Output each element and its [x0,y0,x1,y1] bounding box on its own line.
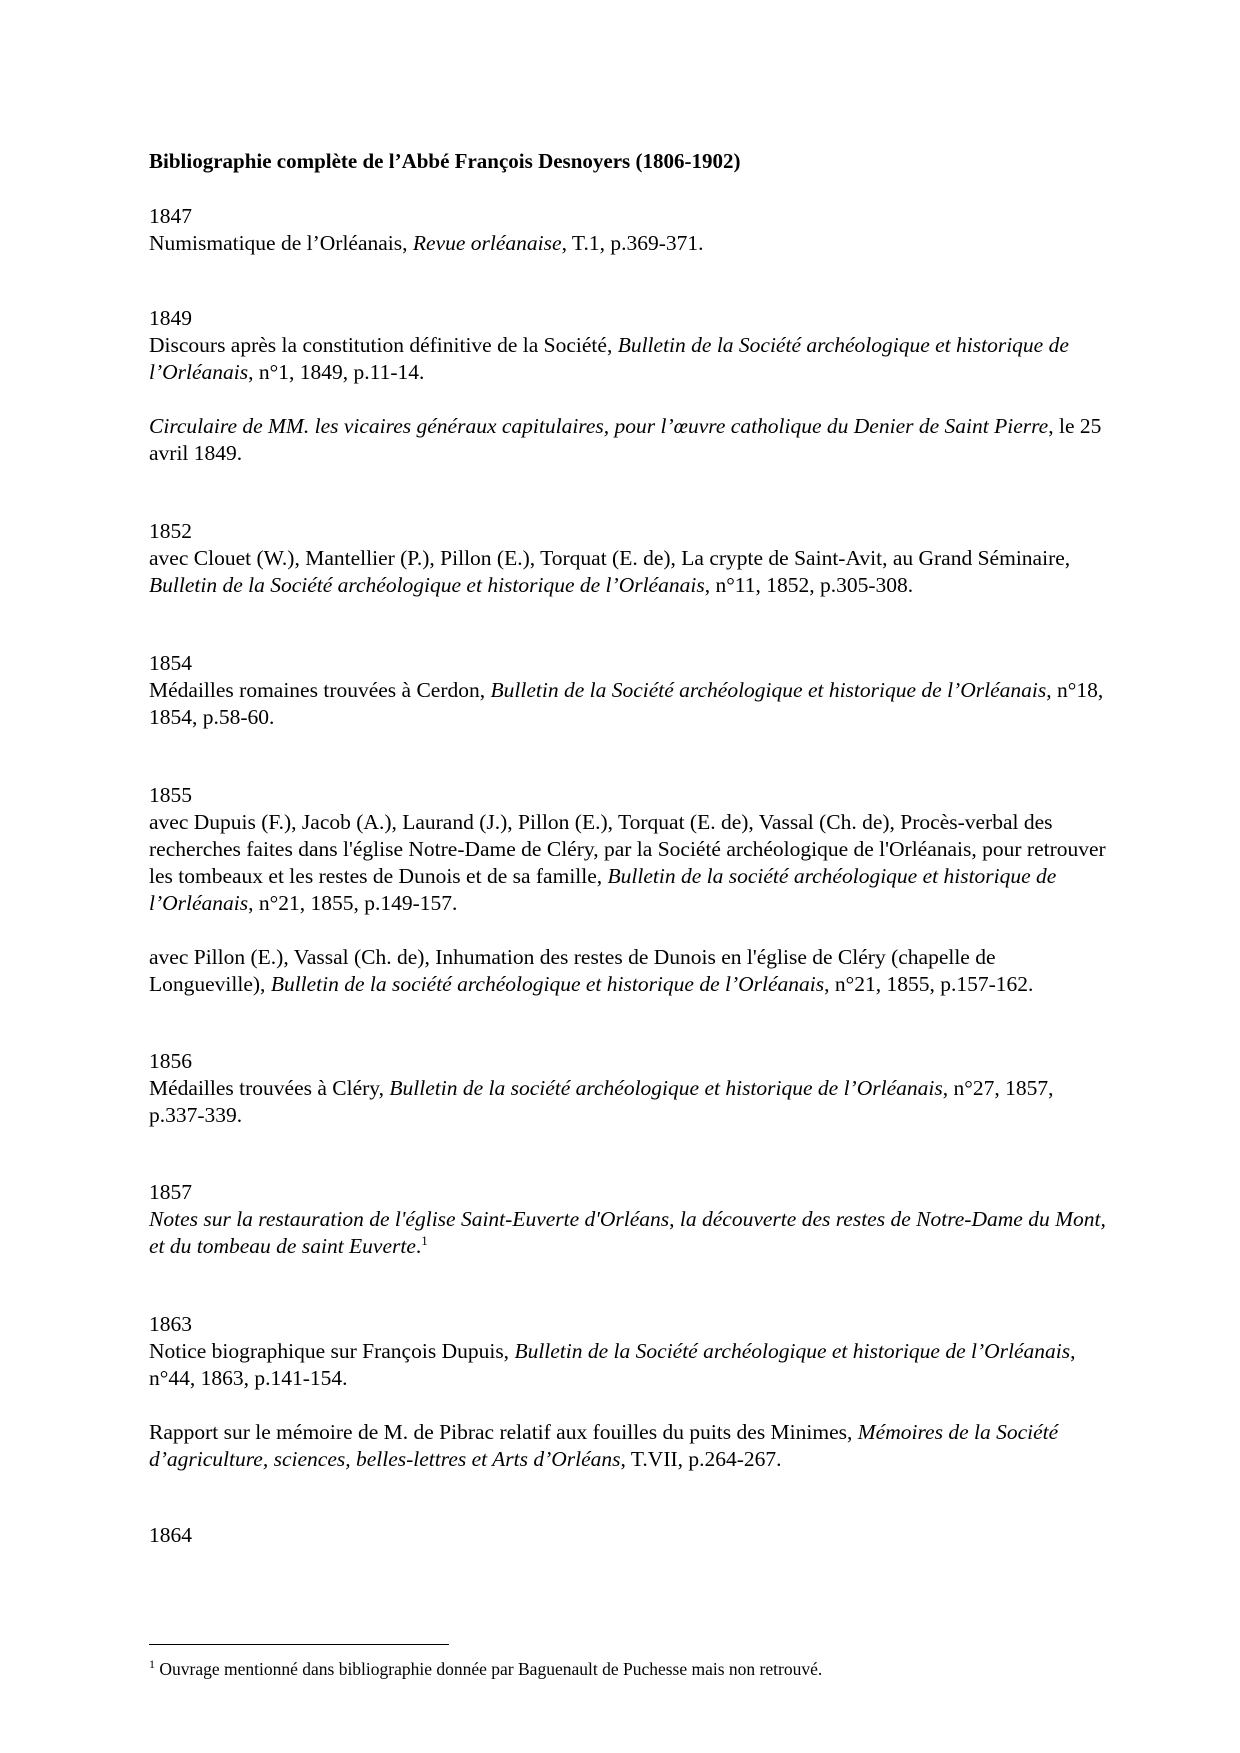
year-section-1863-entry-2 [149,1419,1109,1473]
year-section-1847 [149,203,1109,257]
year-heading: 1849 [149,306,192,330]
bibliography-entry: avec Clouet (W.), Mantellier (P.), Pillon (E.), Torquat (E. de), La crypte de Saint-Avit, au Grand Séminaire, Bulletin de la Société archéologique et historique de l’Orléanais, n°11, 1852, p.305-308. [149,546,1071,597]
year-section-1855-entry-2 [149,944,1109,998]
year-heading: 1847 [149,204,192,228]
year-section-1849-entry-2 [149,413,1109,467]
page-title: Bibliographie complète de l’Abbé François Desnoyers (1806-1902) [149,149,741,173]
year-section-1864 [149,1522,1109,1549]
year-section-1855 [149,782,1109,917]
footnote-text: Ouvrage mentionné dans bibliographie donnée par Baguenault de Puchesse mais non retrouvé. [155,1659,823,1679]
bibliography-entry: Circulaire de MM. les vicaires généraux capitulaires, pour l’œuvre catholique du Denier de Saint Pierre, le 25 avril 1849. [149,414,1102,465]
footnote-reference[interactable]: 1 [421,1232,428,1248]
year-heading: 1863 [149,1312,192,1336]
bibliography-entry: Médailles trouvées à Cléry, Bulletin de la société archéologique et historique de l’Orléanais, n°27, 1857, p.337-339. [149,1076,1054,1127]
bibliography-entry: Notice biographique sur François Dupuis, Bulletin de la Société archéologique et historique de l’Orléanais, n°44, 1863, p.141-154. [149,1339,1076,1390]
bibliography-entry: Notes sur la restauration de l'église Saint-Euverte d'Orléans, la découverte des restes de Notre-Dame du Mont, et du tombeau de saint Euverte.$^1$ [149,1207,1106,1258]
year-section-1849 [149,305,1109,386]
bibliography-entry: Numismatique de l’Orléanais, Revue orléanaise, T.1, p.369-371. [149,231,704,255]
year-section-1857 [149,1179,1109,1260]
bibliography-entry: avec Pillon (E.), Vassal (Ch. de), Inhumation des restes de Dunois en l'église de Cléry (chapelle de Longueville), Bulletin de la société archéologique et historique de l’Orléanais, n°21, 1855, p.157-162. [149,945,1034,996]
bibliography-entry: Discours après la constitution définitive de la Société, Bulletin de la Société archéologique et historique de l’Orléanais, n°1, 1849, p.11-14. [149,333,1069,384]
bibliography-entry: Rapport sur le mémoire de M. de Pibrac relatif aux fouilles du puits des Minimes, Mémoires de la Société d’agriculture, sciences, belles-lettres et Arts d’Orléans, T.VII, p.264-267. [149,1420,1059,1471]
year-heading: 1852 [149,519,192,543]
year-heading: 1854 [149,651,192,675]
bibliography-entry: avec Dupuis (F.), Jacob (A.), Laurand (J.), Pillon (E.), Torquat (E. de), Vassal (Ch. de), Procès-verbal des recherches faites dans l'église Notre-Dame de Cléry, par la Société archéologique de l'Orléanais, pour retrouver les tombeaux et les restes de Dunois et de sa famille, Bulletin de la société archéologique et historique de l’Orléanais, n°21, 1855, p.149-157. [149,810,1106,915]
year-heading: 1857 [149,1180,192,1204]
footnote-separator [149,1644,449,1645]
footnote [149,1658,822,1680]
year-heading: 1855 [149,783,192,807]
bibliography-entry: Médailles romaines trouvées à Cerdon, Bulletin de la Société archéologique et historique de l’Orléanais, n°18, 1854, p.58-60. [149,678,1104,729]
year-section-1852 [149,518,1109,599]
year-heading: 1856 [149,1049,192,1073]
year-section-1854 [149,650,1109,731]
footnote-number: 1 [149,1657,155,1672]
year-heading: 1864 [149,1523,192,1547]
year-section-1856 [149,1048,1109,1129]
year-section-1863 [149,1311,1109,1392]
